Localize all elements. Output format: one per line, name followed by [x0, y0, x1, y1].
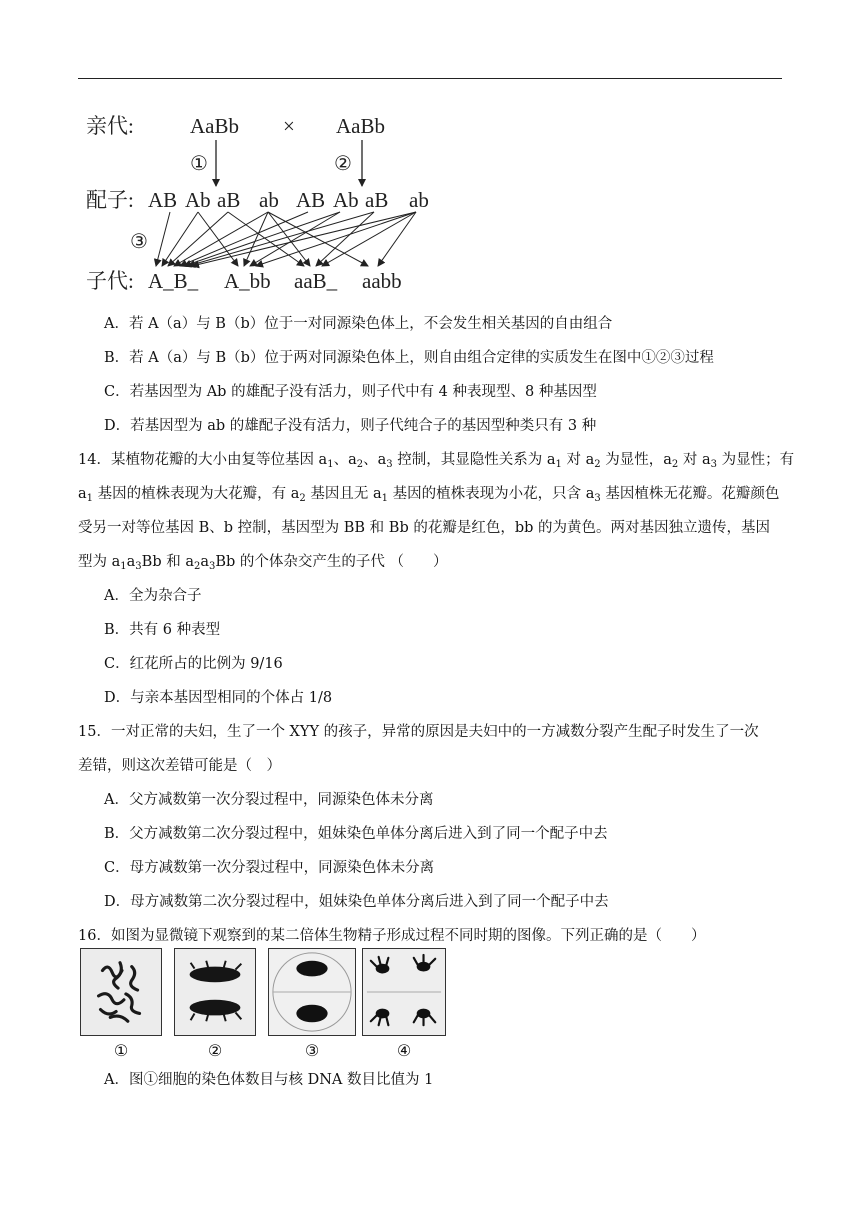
micrograph-1 — [80, 948, 162, 1036]
micrograph-label-3: ③ — [304, 1041, 320, 1060]
offspring-A_bb: A_bb — [224, 269, 271, 293]
q14-option-b: B．共有 6 种表型 — [104, 622, 221, 638]
gamete-Ab-left: Ab — [185, 188, 211, 212]
gamete-aB-left: aB — [217, 188, 241, 212]
step-3: ③ — [130, 231, 148, 253]
gamete-ab-left: ab — [259, 188, 279, 212]
q13-option-b: B．若 A（a）与 B（b）位于两对同源染色体上，则自由组合定律的实质发生在图中①②③过程 — [104, 350, 714, 366]
gamete-ab-right: ab — [409, 188, 429, 212]
q15-option-d: D．母方减数第二次分裂过程中，姐妹染色单体分离后进入到了同一个配子中去 — [104, 894, 609, 910]
gamete-Ab-right: Ab — [333, 188, 359, 212]
q14-option-c: C．红花所占的比例为 9/16 — [104, 656, 283, 672]
micrograph-label-4: ④ — [396, 1041, 412, 1060]
micrograph-label-1: ① — [113, 1041, 129, 1060]
q16-option-a: A．图①细胞的染色体数目与核 DNA 数目比值为 1 — [104, 1072, 434, 1088]
q14-stem-line2: $a_1$ 基因的植株表现为大花瓣，有 $a_2$ 基因且无 $a_1$ 基因的植株表现为小花，只含 $a_3$ 基因植株无花瓣。花瓣颜色 — [78, 486, 780, 504]
q15-stem-line1: 15．一对正常的夫妇，生了一个 XYY 的孩子，异常的原因是夫妇中的一方减数分裂产生配子时发生了一次 — [78, 724, 759, 740]
parent2-genotype: AaBb — [336, 114, 385, 138]
q14-stem-line1: 14．某植物花瓣的大小由复等位基因 $a_1$、$a_2$、$a_3$ 控制，其显隐性关系为 $a_1$ 对 $a_2$ 为显性，$a_2$ 对 $a_3$ 为显性；有 — [78, 452, 795, 470]
offspring-aabb: aabb — [362, 269, 402, 293]
micrograph-4 — [362, 948, 446, 1036]
step-2: ② — [334, 153, 352, 175]
q13-option-c: C．若基因型为 Ab 的雄配子没有活力，则子代中有 4 种表现型、8 种基因型 — [104, 384, 597, 400]
step-1: ① — [190, 153, 208, 175]
offspring-A_B_: A_B_ — [148, 269, 199, 293]
offspring-label: 子代: — [86, 269, 134, 293]
q15-option-a: A．父方减数第一次分裂过程中，同源染色体未分离 — [104, 792, 434, 808]
gamete-label: 配子: — [86, 188, 134, 212]
micrograph-2 — [174, 948, 256, 1036]
q15-stem-line2: 差错，则这次差错可能是（ ） — [78, 758, 281, 774]
cross-symbol: × — [283, 114, 295, 138]
fertilization-arrows — [156, 212, 416, 266]
q13-option-a: A．若 A（a）与 B（b）位于一对同源染色体上，不会发生相关基因的自由组合 — [104, 316, 613, 332]
q14-option-a: A．全为杂合子 — [104, 588, 202, 604]
header-rule — [78, 78, 782, 79]
micrograph-3 — [268, 948, 356, 1036]
q14-option-d: D．与亲本基因型相同的个体占 1/8 — [104, 690, 333, 706]
q15-option-b: B．父方减数第二次分裂过程中，姐妹染色单体分离后进入到了同一个配子中去 — [104, 826, 608, 842]
gamete-AB-right: AB — [296, 188, 326, 212]
parent-label: 亲代: — [86, 114, 134, 138]
q14-stem-line4: 型为 $a_1a_3Bb$ 和 $a_2a_3Bb$ 的个体杂交产生的子代 （ ） — [78, 554, 448, 572]
cross-diagram — [78, 100, 458, 300]
micrograph-panel — [80, 948, 450, 1066]
gamete-AB-left: AB — [148, 188, 178, 212]
q15-option-c: C．母方减数第一次分裂过程中，同源染色体未分离 — [104, 860, 435, 876]
parent1-genotype: AaBb — [190, 114, 239, 138]
q16-stem: 16．如图为显微镜下观察到的某二倍体生物精子形成过程不同时期的图像。下列正确的是（ ） — [78, 928, 706, 944]
gamete-aB-right: aB — [365, 188, 389, 212]
q14-stem-line3: 受另一对等位基因 B、b 控制，基因型为 BB 和 Bb 的花瓣是红色，bb 的为黄色。两对基因独立遗传，基因 — [78, 520, 771, 536]
micrograph-label-2: ② — [207, 1041, 223, 1060]
offspring-aaB_: aaB_ — [294, 269, 338, 293]
q13-option-d: D．若基因型为 ab 的雄配子没有活力，则子代纯合子的基因型种类只有 3 种 — [104, 418, 597, 434]
